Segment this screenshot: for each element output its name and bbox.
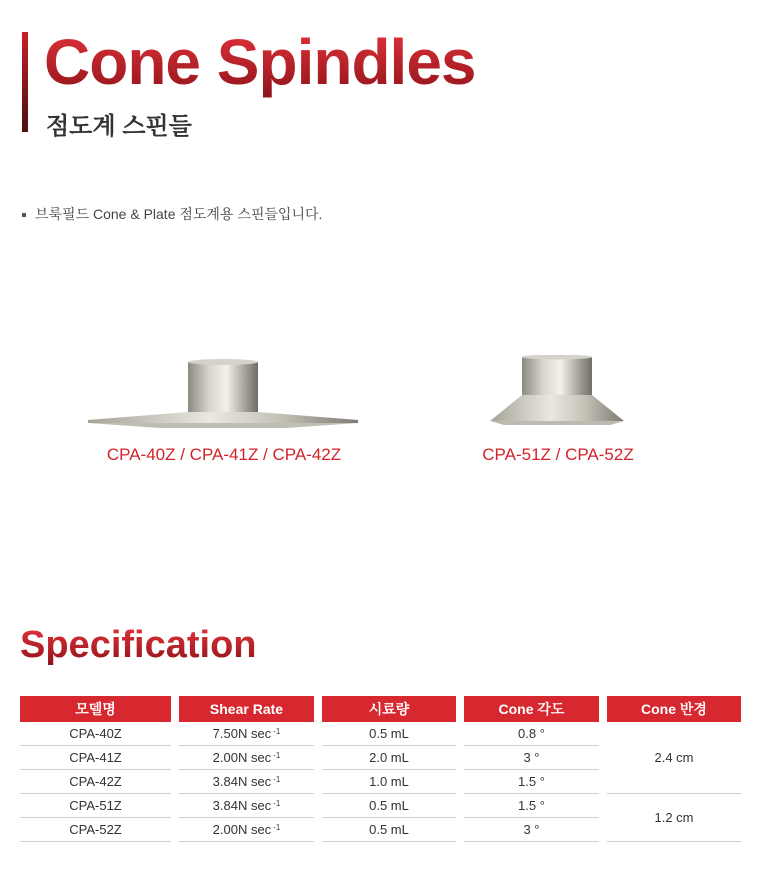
shear-rate-cell: 3.84N sec $^{-1}$ (179, 794, 314, 818)
header-volume: 시료량 (322, 696, 456, 722)
product-label: CPA-40Z / CPA-41Z / CPA-42Z (106, 445, 342, 464)
volume-cell: 0.5 mL (322, 722, 456, 746)
volume-cell: 2.0 mL (322, 746, 456, 770)
angle-cell: 1.5 ° (464, 794, 599, 818)
angle-cell: 1.5 ° (464, 770, 599, 794)
volume-cell: 1.0 mL (322, 770, 456, 794)
shear-rate-cell: 7.50N sec $^{-1}$ (179, 722, 314, 746)
header-model: 모델명 (20, 696, 171, 722)
angle-cell: 3 ° (464, 746, 599, 770)
table-row (20, 722, 741, 746)
radius-cell: 2.4 cm (607, 722, 741, 794)
model-cell: CPA-40Z (20, 722, 171, 746)
model-cell: CPA-51Z (20, 794, 171, 818)
product-cpa-40z-group (86, 355, 362, 465)
bullet-icon (22, 213, 26, 217)
shear-rate-cell: 2.00N sec $^{-1}$ (179, 818, 314, 842)
shear-rate-cell: 3.84N sec $^{-1}$ (179, 770, 314, 794)
title-accent-bar (22, 32, 28, 132)
header-cone-angle: Cone 각도 (464, 696, 599, 722)
spec-header-row (20, 696, 741, 722)
narrow-cone-spindle-image (470, 355, 646, 440)
wide-cone-spindle-image (86, 355, 362, 440)
product-cpa-51z-group (470, 355, 646, 465)
spec-title: Specification (20, 624, 257, 666)
shear-rate-cell: 2.00N sec $^{-1}$ (179, 746, 314, 770)
volume-cell: 0.5 mL (322, 818, 456, 842)
model-cell: CPA-41Z (20, 746, 171, 770)
angle-cell: 3 ° (464, 818, 599, 842)
intro-text: 브룩필드 Cone & Plate 점도계용 스핀들입니다. (22, 204, 322, 224)
model-cell: CPA-52Z (20, 818, 171, 842)
table-row (20, 794, 741, 818)
product-label: CPA-51Z / CPA-52Z (482, 445, 634, 464)
radius-cell: 1.2 cm (607, 794, 741, 842)
page-title: Cone Spindles (44, 22, 476, 102)
angle-cell: 0.8 ° (464, 722, 599, 746)
header-cone-radius: Cone 반경 (607, 696, 741, 722)
model-cell: CPA-42Z (20, 770, 171, 794)
page-subtitle: 점도계 스핀들 (46, 113, 192, 140)
volume-cell: 0.5 mL (322, 794, 456, 818)
spec-table (20, 696, 741, 842)
header-shear-rate: Shear Rate (179, 696, 314, 722)
